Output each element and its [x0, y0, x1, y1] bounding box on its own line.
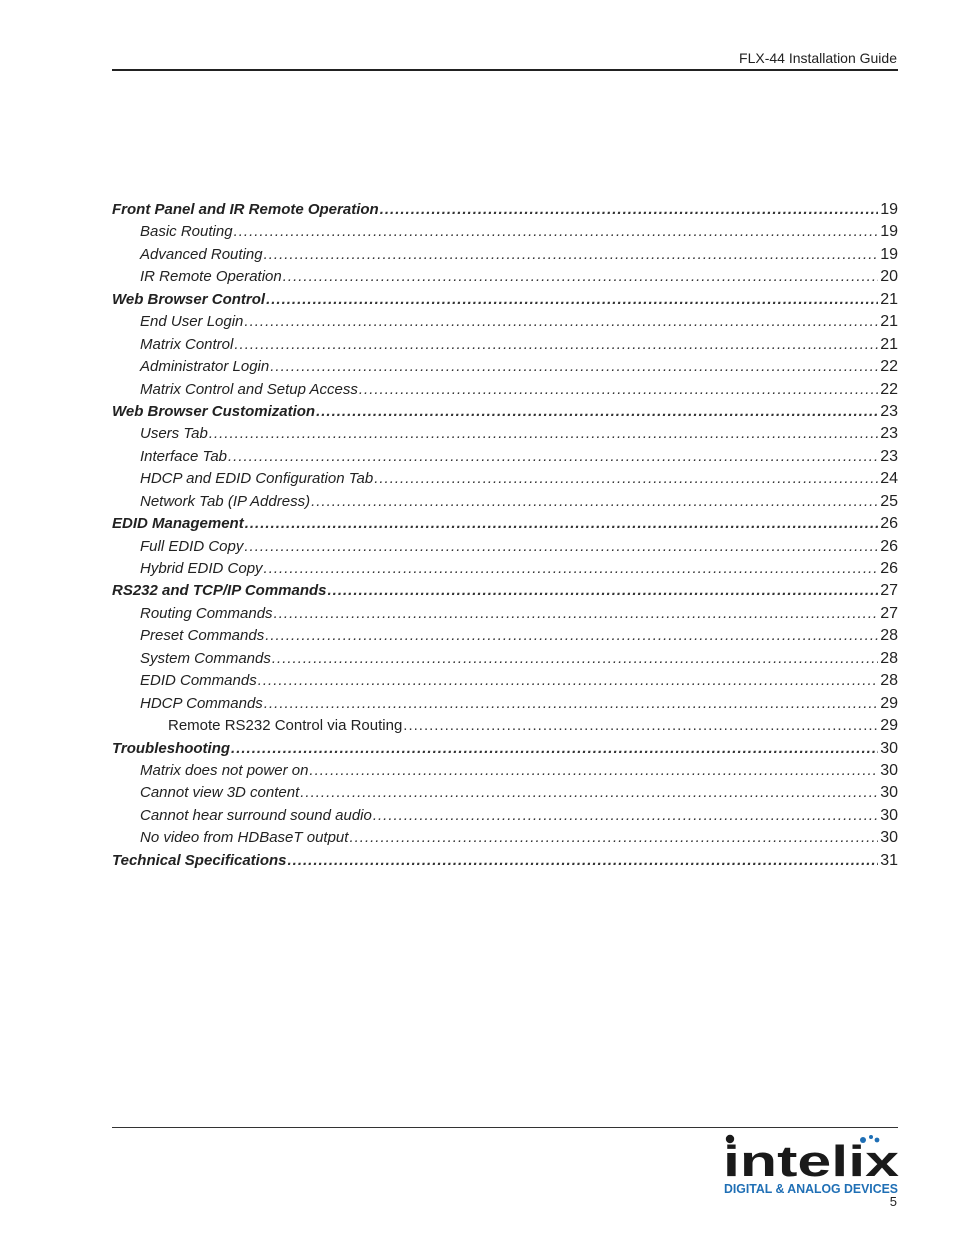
toc-entry-title: Interface Tab [140, 447, 228, 465]
toc-entry-title: Hybrid EDID Copy [140, 560, 263, 577]
toc-entry-page: 21 [880, 335, 898, 353]
page-number: 5 [889, 1194, 897, 1209]
toc-entry-page: 30 [880, 784, 898, 802]
toc-dot-leader [264, 244, 879, 266]
toc-entry-title: Routing Commands [140, 604, 273, 622]
toc-entry[interactable] [112, 536, 898, 558]
toc-entry[interactable] [112, 782, 898, 804]
toc-entry[interactable] [112, 738, 898, 760]
toc-dot-leader [403, 715, 878, 737]
toc-entry[interactable] [112, 715, 898, 737]
document-title: FLX-44 Installation Guide [739, 50, 897, 66]
toc-dot-leader [264, 693, 878, 715]
toc-entry-page: 22 [880, 358, 898, 376]
toc-entry[interactable] [112, 648, 898, 670]
toc-entry-title: IR Remote Operation [140, 268, 282, 286]
toc-entry[interactable] [112, 558, 898, 580]
toc-entry[interactable] [112, 827, 898, 849]
toc-entry-title: EDID Management [112, 515, 244, 533]
toc-dot-leader [265, 625, 878, 647]
toc-entry[interactable] [112, 334, 898, 356]
toc-entry[interactable] [112, 760, 898, 782]
toc-entry[interactable] [112, 311, 898, 333]
toc-entry-page: 19 [880, 201, 898, 218]
toc-dot-leader [264, 558, 879, 580]
toc-entry[interactable] [112, 670, 898, 692]
toc-entry[interactable] [112, 221, 898, 243]
toc-entry-title: End User Login [140, 313, 244, 331]
logo-wordmark: intelix [723, 1137, 900, 1186]
toc-entry-page: 25 [880, 492, 898, 510]
toc-dot-leader [374, 468, 878, 490]
toc-dot-leader [288, 850, 879, 872]
toc-dot-leader [209, 423, 878, 445]
toc-entry-page: 19 [880, 223, 898, 241]
toc-entry-title: Matrix Control [140, 335, 234, 353]
toc-entry[interactable] [112, 446, 898, 468]
toc-entry-page: 23 [880, 447, 898, 465]
toc-entry-title: Full EDID Copy [140, 537, 244, 555]
toc-entry[interactable] [112, 266, 898, 288]
toc-entry-title: Web Browser Control [112, 290, 266, 308]
toc-dot-leader [309, 760, 878, 782]
toc-dot-leader [258, 670, 879, 692]
toc-entry-page: 31 [880, 851, 898, 869]
toc-dot-leader [245, 513, 879, 535]
toc-entry-title: RS232 and TCP/IP Commands [112, 582, 327, 600]
toc-dot-leader [270, 356, 878, 378]
toc-entry-page: 22 [880, 380, 898, 398]
toc-entry-page: 26 [880, 537, 898, 555]
toc-entry[interactable] [112, 289, 898, 311]
toc-entry-page: 21 [880, 313, 898, 331]
toc-dot-leader [244, 536, 878, 558]
toc-dot-leader [311, 491, 878, 513]
table-of-contents [112, 199, 898, 872]
toc-entry-page: 27 [880, 582, 898, 600]
toc-entry-title: Matrix Control and Setup Access [140, 380, 358, 398]
toc-entry-title: Network Tab (IP Address) [140, 492, 311, 510]
toc-entry-page: 28 [880, 649, 898, 667]
toc-entry-page: 27 [880, 604, 898, 622]
toc-entry-page: 30 [880, 739, 898, 757]
toc-entry-title: No video from HDBaseT output [140, 829, 349, 847]
toc-entry-title: Technical Specifications [112, 851, 287, 869]
toc-entry[interactable] [112, 356, 898, 378]
toc-entry-page: 29 [880, 694, 898, 712]
toc-dot-leader [244, 311, 878, 333]
toc-entry-title: System Commands [140, 649, 271, 667]
toc-dot-leader [272, 648, 878, 670]
toc-entry[interactable] [112, 850, 898, 872]
toc-entry[interactable] [112, 401, 898, 423]
toc-entry-page: 23 [880, 425, 898, 443]
toc-entry-title: Advanced Routing [140, 245, 263, 263]
toc-entry[interactable] [112, 199, 898, 221]
toc-entry-page: 24 [880, 470, 898, 488]
toc-entry-title: HDCP Commands [140, 694, 263, 712]
toc-entry-page: 29 [880, 717, 898, 735]
toc-entry-page: 20 [880, 268, 898, 286]
toc-dot-leader [231, 738, 878, 760]
toc-entry[interactable] [112, 625, 898, 647]
toc-entry-page: 28 [880, 627, 898, 645]
toc-dot-leader [266, 289, 878, 311]
intelix-logo [722, 1134, 900, 1196]
toc-dot-leader [316, 401, 878, 423]
toc-entry[interactable] [112, 244, 898, 266]
toc-dot-leader [228, 446, 878, 468]
toc-entry-title: Web Browser Customization [112, 402, 316, 420]
toc-dot-leader [349, 827, 878, 849]
toc-entry-page: 28 [880, 672, 898, 690]
toc-entry-page: 30 [880, 829, 898, 847]
toc-dot-leader [328, 580, 879, 602]
toc-entry[interactable] [112, 379, 898, 401]
toc-dot-leader [359, 379, 878, 401]
toc-entry-page: 26 [880, 560, 898, 577]
toc-entry-title: Cannot hear surround sound audio [140, 806, 372, 824]
toc-entry-title: Preset Commands [140, 627, 265, 645]
header-divider [112, 69, 898, 71]
toc-entry-page: 21 [880, 290, 898, 308]
toc-entry-title: Front Panel and IR Remote Operation [112, 201, 379, 218]
toc-entry[interactable] [112, 603, 898, 625]
toc-entry[interactable] [112, 468, 898, 490]
toc-entry-title: HDCP and EDID Configuration Tab [140, 470, 374, 488]
toc-dot-leader [380, 199, 879, 221]
toc-entry[interactable] [112, 580, 898, 602]
toc-entry[interactable] [112, 423, 898, 445]
toc-entry-page: 19 [880, 245, 898, 263]
toc-entry-title: Remote RS232 Control via Routing [168, 717, 403, 735]
footer-divider [112, 1127, 898, 1128]
toc-entry-page: 30 [880, 761, 898, 779]
toc-entry-title: EDID Commands [140, 672, 257, 690]
toc-entry-page: 26 [880, 515, 898, 533]
toc-entry-title: Matrix does not power on [140, 761, 309, 779]
toc-entry-title: Troubleshooting [112, 739, 231, 757]
toc-dot-leader [283, 266, 878, 288]
toc-entry-title: Users Tab [140, 425, 208, 443]
logo-tagline: DIGITAL & ANALOG DEVICES [724, 1181, 899, 1196]
toc-entry[interactable] [112, 693, 898, 715]
toc-dot-leader [274, 603, 879, 625]
toc-entry-page: 23 [880, 402, 898, 420]
toc-entry-page: 30 [880, 806, 898, 824]
toc-entry-title: Basic Routing [140, 223, 233, 241]
toc-entry[interactable] [112, 513, 898, 535]
toc-entry[interactable] [112, 805, 898, 827]
toc-entry-title: Administrator Login [140, 358, 270, 376]
toc-dot-leader [300, 782, 878, 804]
toc-dot-leader [234, 221, 879, 243]
toc-entry[interactable] [112, 491, 898, 513]
toc-dot-leader [234, 334, 878, 356]
toc-dot-leader [373, 805, 878, 827]
toc-entry-title: Cannot view 3D content [140, 784, 300, 802]
